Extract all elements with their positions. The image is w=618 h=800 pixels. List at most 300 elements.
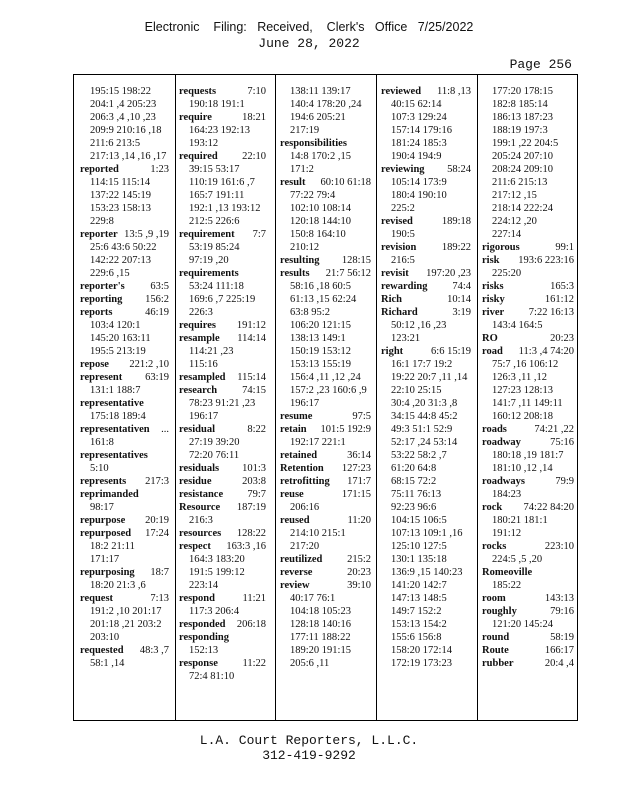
index-term-word: repurpose (80, 515, 126, 526)
index-term (280, 475, 371, 488)
index-refs-text: 224:5 ,5 ,20 (492, 554, 543, 565)
index-term-word: review (280, 580, 310, 591)
index-refs-line (280, 384, 371, 397)
index-refs-text: 72:4 81:10 (189, 671, 235, 682)
index-term-word: revision (381, 242, 417, 253)
index-term-word: requirement (179, 229, 235, 240)
index-refs-line (381, 228, 471, 241)
index-term-word: roadway (482, 437, 521, 448)
index-refs-line (381, 384, 471, 397)
index-refs-text: 137:22 145:19 (90, 190, 151, 201)
index-term-word: retained (280, 450, 318, 461)
index-refs-text: 30:4 ,20 31:3 ,8 (391, 398, 458, 409)
index-refs-text: 155:6 156:8 (391, 632, 442, 643)
index-refs-text: 217:19 (290, 125, 320, 136)
index-refs-line (280, 527, 371, 540)
index-term-word: road (482, 346, 503, 357)
index-refs-line (179, 670, 266, 683)
index-refs-text: 188:19 197:3 (492, 125, 548, 136)
index-term (179, 501, 266, 514)
index-refs-line (381, 176, 471, 189)
index-term-word: responded (179, 619, 226, 630)
index-term-word: represent (80, 372, 123, 383)
index-refs-line (280, 215, 371, 228)
index-refs-text: 226:3 (189, 307, 213, 318)
index-term-word: risky (482, 294, 505, 305)
index-term-word: results (280, 268, 310, 279)
index-term (381, 345, 471, 358)
index-term (381, 267, 471, 280)
index-term-refs: 1:23 (150, 164, 169, 175)
index-term (280, 254, 371, 267)
index-term-word: round (482, 632, 510, 643)
index-refs-line (381, 98, 471, 111)
index-term-word: reprimanded (80, 489, 139, 500)
index-refs-line (381, 592, 471, 605)
index-term (179, 488, 266, 501)
index-refs-line (381, 579, 471, 592)
index-refs-line (280, 644, 371, 657)
index-column-2 (179, 85, 266, 720)
index-term-refs: 3:19 (452, 307, 471, 318)
index-refs-text: 218:14 222:24 (492, 203, 553, 214)
index-term (179, 111, 266, 124)
index-refs-text: 126:3 ,11 ,12 (492, 372, 548, 383)
index-refs-text: 150:19 153:12 (290, 346, 351, 357)
index-term-refs: 20:23 (550, 333, 574, 344)
index-refs-line (80, 254, 169, 267)
index-term-refs: 46:19 (145, 307, 169, 318)
index-term-word: reviewing (381, 164, 425, 175)
column-divider (175, 75, 176, 720)
index-term-refs: 7:10 (247, 86, 266, 97)
index-refs-text: 190:4 194:9 (391, 151, 442, 162)
index-refs-line (80, 111, 169, 124)
index-term-refs: 79:7 (247, 489, 266, 500)
index-refs-line (381, 501, 471, 514)
index-term-refs: 189:22 (441, 242, 471, 253)
index-refs-line (80, 631, 169, 644)
index-refs-line (179, 293, 266, 306)
hearing-date: June 28, 2022 (258, 36, 360, 51)
index-refs-text: 138:11 139:17 (290, 86, 351, 97)
index-refs-text: 120:18 144:10 (290, 216, 351, 227)
index-term (80, 592, 169, 605)
index-refs-text: 217:12 ,15 (492, 190, 537, 201)
index-term-refs: 97:5 (352, 411, 371, 422)
index-term-refs: 99:1 (555, 242, 574, 253)
index-refs-line (80, 410, 169, 423)
index-term-word: represents (80, 476, 127, 487)
index-term-refs (571, 566, 574, 579)
index-refs-line (381, 566, 471, 579)
index-term-refs: 203:8 (242, 476, 266, 487)
index-term-refs: 63:19 (145, 372, 169, 383)
index-refs-line (381, 254, 471, 267)
index-refs-text: 195:15 198:22 (90, 86, 151, 97)
index-refs-text: 201:18 ,21 203:2 (90, 619, 162, 630)
index-term (482, 540, 574, 553)
index-refs-text: 5:10 (90, 463, 109, 474)
index-refs-line (80, 540, 169, 553)
index-term-refs: 217:3 (145, 476, 169, 487)
index-term-refs: 191:12 (236, 320, 266, 331)
index-refs-line (80, 384, 169, 397)
index-term-refs: ... (161, 424, 169, 435)
index-refs-line (280, 436, 371, 449)
index-refs-line (381, 111, 471, 124)
index-term-word: resample (179, 333, 220, 344)
index-refs-text: 194:6 205:21 (290, 112, 346, 123)
index-refs-line (280, 618, 371, 631)
index-refs-text: 22:10 25:15 (391, 385, 442, 396)
index-refs-text: 195:5 213:19 (90, 346, 146, 357)
index-refs-line (179, 449, 266, 462)
index-term-word: Romeoville (482, 567, 533, 578)
index-refs-line (482, 189, 574, 202)
index-refs-line (381, 462, 471, 475)
index-refs-text: 180:21 181:1 (492, 515, 548, 526)
index-term-refs: 20:19 (145, 515, 169, 526)
index-term-word: resources (179, 528, 222, 539)
index-refs-text: 61:13 ,15 62:24 (290, 294, 357, 305)
page-number: Page 256 (509, 57, 572, 72)
index-refs-text: 49:3 51:1 52:9 (391, 424, 453, 435)
index-term-refs: 21:7 56:12 (325, 268, 371, 279)
index-term-refs: 58:24 (447, 164, 471, 175)
index-term (280, 488, 371, 501)
index-column-4 (381, 85, 471, 720)
index-refs-line (80, 345, 169, 358)
index-term-refs (263, 267, 266, 280)
index-term (482, 592, 574, 605)
index-term-refs: 165:3 (550, 281, 574, 292)
index-refs-line (381, 319, 471, 332)
index-refs-text: 206:3 ,4 ,10 ,23 (90, 112, 156, 123)
index-term-refs: 221:2 ,10 (129, 359, 169, 370)
index-term-word: resulting (280, 255, 320, 266)
index-column-1 (80, 85, 169, 720)
index-refs-text: 63:8 95:2 (290, 307, 330, 318)
index-term-refs: 79:16 (550, 606, 574, 617)
index-term (482, 631, 574, 644)
index-term (482, 306, 574, 319)
index-refs-text: 128:18 140:16 (290, 619, 351, 630)
index-refs-line (280, 98, 371, 111)
index-term (80, 371, 169, 384)
index-term-word: residuals (179, 463, 220, 474)
index-refs-text: 203:10 (90, 632, 120, 643)
index-refs-text: 16:1 17:7 19:2 (391, 359, 453, 370)
index-term-word: risk (482, 255, 500, 266)
index-term (381, 280, 471, 293)
index-term-word: repurposed (80, 528, 132, 539)
index-refs-line (381, 540, 471, 553)
index-term-refs: 171:7 (347, 476, 371, 487)
index-refs-line (280, 397, 371, 410)
index-term-refs: 11:21 (242, 593, 266, 604)
index-term (80, 163, 169, 176)
index-refs-text: 27:19 39:20 (189, 437, 240, 448)
index-term-refs: 7:7 (252, 229, 266, 240)
index-refs-line (179, 202, 266, 215)
index-term (381, 215, 471, 228)
index-term (179, 267, 266, 280)
index-refs-text: 190:18 191:1 (189, 99, 245, 110)
index-refs-text: 199:1 ,22 204:5 (492, 138, 559, 149)
index-column-3 (280, 85, 371, 720)
index-term (280, 553, 371, 566)
index-refs-text: 172:19 173:23 (391, 658, 452, 669)
index-refs-line (280, 345, 371, 358)
index-refs-text: 184:23 (492, 489, 522, 500)
index-refs-line (80, 241, 169, 254)
index-term-word: roads (482, 424, 507, 435)
index-refs-text: 53:19 85:24 (189, 242, 240, 253)
index-refs-line (179, 176, 266, 189)
index-refs-text: 75:11 76:13 (391, 489, 442, 500)
index-refs-text: 92:23 96:6 (391, 502, 437, 513)
index-term (179, 618, 266, 631)
index-refs-text: 225:2 (391, 203, 415, 214)
index-refs-text: 141:20 142:7 (391, 580, 447, 591)
index-term-refs: 8:22 (247, 424, 266, 435)
index-term-word: roadways (482, 476, 525, 487)
index-term-refs: 13:5 ,9 ,19 (124, 229, 169, 240)
index-refs-line (381, 514, 471, 527)
index-refs-line (179, 306, 266, 319)
index-refs-text: 164:23 192:13 (189, 125, 250, 136)
index-term-word: retrofitting (280, 476, 330, 487)
index-refs-text: 180:18 ,19 181:7 (492, 450, 564, 461)
index-refs-text: 58:16 ,18 60:5 (290, 281, 351, 292)
index-refs-line (80, 202, 169, 215)
index-refs-text: 114:21 ,23 (189, 346, 234, 357)
index-term-word: reports (80, 307, 113, 318)
index-refs-line (280, 228, 371, 241)
index-refs-text: 25:6 43:6 50:22 (90, 242, 157, 253)
index-term-word: reviewed (381, 86, 422, 97)
index-refs-text: 127:23 128:13 (492, 385, 553, 396)
index-term-word: retain (280, 424, 307, 435)
index-term-word: Route (482, 645, 509, 656)
index-refs-line (280, 631, 371, 644)
index-refs-text: 18:20 21:3 ,6 (90, 580, 146, 591)
index-term (280, 423, 371, 436)
index-term (80, 306, 169, 319)
index-refs-line (482, 176, 574, 189)
index-term-word: responsibilities (280, 138, 347, 149)
index-refs-text: 138:13 149:1 (290, 333, 346, 344)
index-refs-line (280, 150, 371, 163)
index-term (179, 371, 266, 384)
index-term-word: required (179, 151, 218, 162)
index-term-refs (166, 488, 169, 501)
index-refs-line (482, 215, 574, 228)
index-refs-text: 110:19 161:6 ,7 (189, 177, 255, 188)
index-refs-text: 39:15 53:17 (189, 164, 240, 175)
index-refs-line (80, 267, 169, 280)
index-term (80, 644, 169, 657)
index-term-refs: 166:17 (544, 645, 574, 656)
index-refs-text: 77:22 79:4 (290, 190, 336, 201)
index-refs-text: 229:8 (90, 216, 114, 227)
index-term-word: river (482, 307, 505, 318)
index-refs-text: 189:20 191:15 (290, 645, 351, 656)
index-term-refs: 74:21 ,22 (534, 424, 574, 435)
index-term-refs: 10:14 (447, 294, 471, 305)
index-refs-text: 34:15 44:8 45:2 (391, 411, 458, 422)
index-refs-line (179, 345, 266, 358)
index-refs-line (280, 501, 371, 514)
index-term-word: reporter's (80, 281, 125, 292)
index-refs-line (482, 514, 574, 527)
index-refs-text: 107:3 129:24 (391, 112, 447, 123)
index-term (179, 592, 266, 605)
index-term-refs: 6:6 15:19 (431, 346, 471, 357)
index-refs-text: 117:3 206:4 (189, 606, 240, 617)
index-term-refs: 22:10 (242, 151, 266, 162)
index-term (179, 228, 266, 241)
index-refs-text: 157:2 ,23 160:6 ,9 (290, 385, 367, 396)
index-refs-line (280, 124, 371, 137)
index-refs-text: 169:6 ,7 225:19 (189, 294, 256, 305)
index-refs-line (381, 475, 471, 488)
index-refs-text: 140:4 178:20 ,24 (290, 99, 362, 110)
index-term (179, 657, 266, 670)
index-refs-text: 160:12 208:18 (492, 411, 553, 422)
index-term (80, 280, 169, 293)
index-term-refs: 11:8 ,13 (436, 86, 471, 97)
index-refs-line (80, 436, 169, 449)
index-refs-text: 50:12 ,16 ,23 (391, 320, 447, 331)
index-refs-text: 143:4 164:5 (492, 320, 543, 331)
index-refs-text: 224:12 ,20 (492, 216, 537, 227)
index-refs-text: 229:6 ,15 (90, 268, 130, 279)
index-term-refs: 101:3 (242, 463, 266, 474)
index-term (280, 176, 371, 189)
index-refs-line (482, 384, 574, 397)
index-term-word: repurposing (80, 567, 135, 578)
index-refs-text: 53:22 58:2 ,7 (391, 450, 447, 461)
index-refs-text: 204:1 ,4 205:23 (90, 99, 157, 110)
index-refs-line (179, 98, 266, 111)
index-refs-text: 185:22 (492, 580, 522, 591)
index-refs-line (80, 332, 169, 345)
index-term-refs: 187:19 (236, 502, 266, 513)
index-refs-line (381, 189, 471, 202)
index-refs-line (280, 202, 371, 215)
index-refs-line (381, 332, 471, 345)
index-refs-line (80, 176, 169, 189)
index-refs-text: 211:6 215:13 (492, 177, 548, 188)
index-term (179, 423, 266, 436)
index-term (482, 475, 574, 488)
index-refs-text: 177:11 188:22 (290, 632, 351, 643)
index-refs-text: 98:17 (90, 502, 114, 513)
index-term-word: requested (80, 645, 124, 656)
index-refs-text: 68:15 72:2 (391, 476, 437, 487)
index-term (482, 501, 574, 514)
index-refs-text: 223:14 (189, 580, 219, 591)
index-term-word: result (280, 177, 306, 188)
index-term (80, 449, 169, 462)
index-term-refs: 189:18 (441, 216, 471, 227)
index-refs-line (482, 267, 574, 280)
index-term-refs: 7:13 (150, 593, 169, 604)
index-refs-text: 14:8 170:2 ,15 (290, 151, 351, 162)
index-refs-line (381, 202, 471, 215)
index-term-refs: 223:10 (544, 541, 574, 552)
index-refs-text: 217:20 (290, 541, 320, 552)
index-term (482, 345, 574, 358)
index-refs-text: 210:12 (290, 242, 320, 253)
index-refs-line (179, 358, 266, 371)
index-refs-text: 136:9 ,15 140:23 (391, 567, 463, 578)
index-refs-text: 225:20 (492, 268, 522, 279)
index-refs-text: 72:20 76:11 (189, 450, 240, 461)
index-term-word: requirements (179, 268, 239, 279)
index-refs-text: 153:23 158:13 (90, 203, 151, 214)
index-refs-text: 106:20 121:15 (290, 320, 351, 331)
index-refs-line (381, 410, 471, 423)
index-refs-text: 181:10 ,12 ,14 (492, 463, 553, 474)
index-refs-line (280, 332, 371, 345)
index-refs-line (381, 605, 471, 618)
index-refs-text: 164:3 183:20 (189, 554, 245, 565)
index-term-word: responding (179, 632, 229, 643)
index-term-word: residue (179, 476, 212, 487)
index-term-word: Rich (381, 294, 402, 305)
index-term-word: repose (80, 359, 109, 370)
index-term-refs: 171:15 (341, 489, 371, 500)
index-refs-line (80, 605, 169, 618)
index-refs-text: 227:14 (492, 229, 522, 240)
index-term-refs: 11:20 (347, 515, 371, 526)
index-term-word: rocks (482, 541, 507, 552)
index-refs-line (179, 124, 266, 137)
index-term (280, 566, 371, 579)
index-refs-line (280, 241, 371, 254)
index-term-word: rubber (482, 658, 514, 669)
index-term-refs: 127:23 (341, 463, 371, 474)
index-term (280, 410, 371, 423)
index-refs-text: 78:23 91:21 ,23 (189, 398, 256, 409)
index-refs-line (381, 631, 471, 644)
index-refs-line (381, 488, 471, 501)
index-term (381, 85, 471, 98)
index-term-refs: 128:22 (236, 528, 266, 539)
index-term (80, 566, 169, 579)
index-refs-line (381, 423, 471, 436)
index-refs-text: 205:6 ,11 (290, 658, 330, 669)
index-term-word: Richard (381, 307, 418, 318)
index-refs-line (179, 436, 266, 449)
index-refs-line (482, 488, 574, 501)
index-refs-line (179, 163, 266, 176)
index-term (482, 332, 574, 345)
index-refs-line (482, 410, 574, 423)
index-term (80, 293, 169, 306)
index-refs-text: 130:1 135:18 (391, 554, 447, 565)
index-refs-text: 153:13 155:19 (290, 359, 351, 370)
index-term-refs: 156:2 (145, 294, 169, 305)
index-term-refs: 20:4 ,4 (544, 658, 574, 669)
index-term (80, 488, 169, 501)
index-term (179, 540, 266, 553)
index-refs-text: 158:20 172:14 (391, 645, 452, 656)
index-refs-text: 217:13 ,14 ,16 ,17 (90, 151, 167, 162)
